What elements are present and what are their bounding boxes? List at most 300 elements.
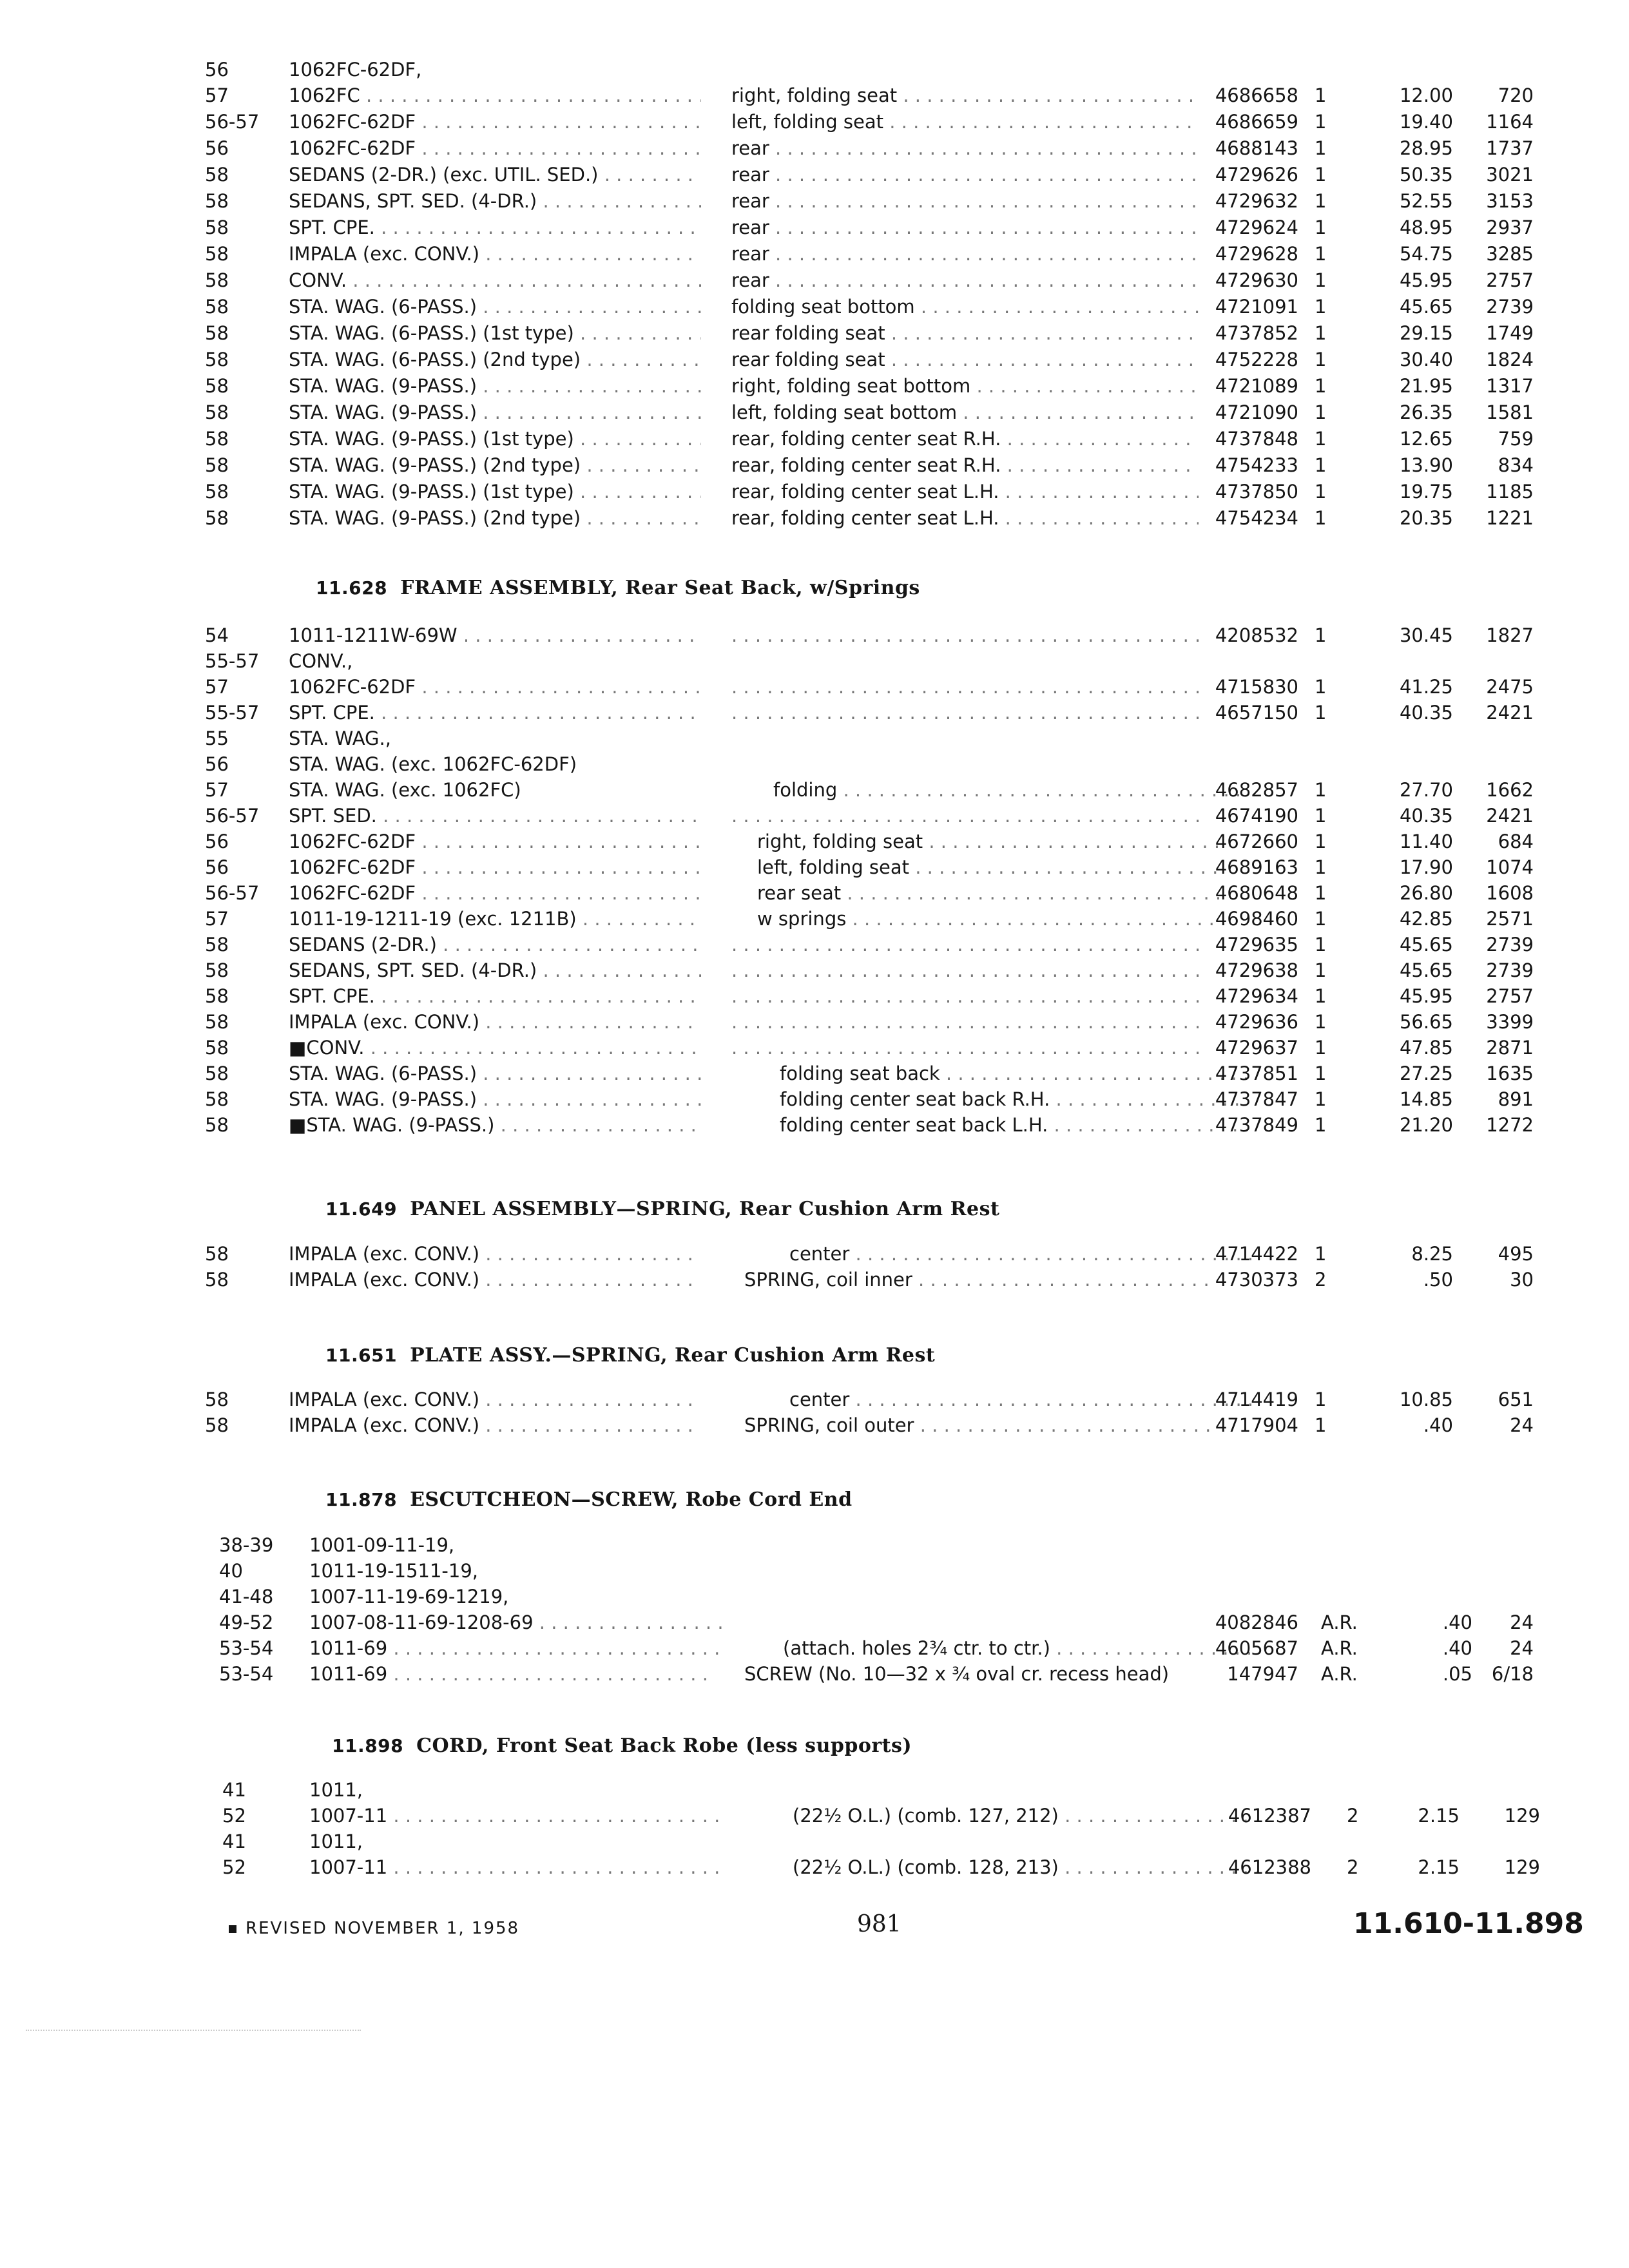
year-cell: 58 [205,507,229,529]
quantity-cell: 2 [1315,1269,1327,1291]
part-number-cell: 4605687 [1215,1637,1298,1659]
description-cell [731,674,1199,700]
code-cell: 1824 [1486,349,1534,370]
quantity-cell: 1 [1315,137,1327,159]
code-cell: 651 [1498,1389,1534,1410]
part-number-cell: 4612387 [1228,1805,1311,1827]
model-cell: STA. WAG. (9-PASS.) (2nd type) . . . [289,505,701,531]
section-number: 11.878 [325,1489,398,1510]
model-cell: 1062FC-62DF . . . [289,109,701,135]
table-row [0,854,1629,880]
code-cell: 1317 [1486,375,1534,397]
table-row [0,215,1629,240]
price-cell: 2.15 [1418,1856,1460,1878]
price-cell: 19.40 [1399,111,1453,133]
part-number-cell: 4737851 [1215,1062,1298,1084]
description-cell: (22½ O.L.) (comb. 128, 213) . . . [793,1854,1260,1880]
code-cell: 3153 [1486,190,1534,212]
quantity-cell: 1 [1315,805,1327,827]
description-cell: folding . . . [773,777,1240,803]
year-cell: 58 [205,1389,229,1410]
code-cell: 30 [1510,1269,1534,1291]
model-cell: 1062FC . . . [289,82,701,108]
part-number-cell: 4682857 [1215,779,1298,801]
year-cell: 56-57 [205,111,260,133]
description-cell [731,983,1199,1009]
description-cell: rear folding seat . . . [731,320,1199,346]
code-cell: 3021 [1486,164,1534,186]
year-cell: 58 [205,1414,229,1436]
part-number-cell: 4729624 [1215,216,1298,238]
part-number-cell: 4674190 [1215,805,1298,827]
part-number-cell: 4729638 [1215,959,1298,981]
year-cell: 58 [205,375,229,397]
model-cell: IMPALA (exc. CONV.) . . . [289,1412,701,1438]
code-cell: 720 [1498,84,1534,106]
description-cell: SCREW (No. 10—32 x ¾ oval cr. recess head) [744,1663,1170,1685]
price-cell: 10.85 [1399,1389,1453,1410]
model-cell: SPT. CPE. . . . [289,983,701,1009]
quantity-cell: A.R. [1321,1663,1358,1685]
year-cell: 38-39 [219,1534,274,1556]
quantity-cell: 1 [1315,349,1327,370]
revised-note [229,1919,519,1938]
part-number-cell: 4737850 [1215,481,1298,503]
quantity-cell: 1 [1315,779,1327,801]
price-cell: 21.20 [1399,1114,1453,1136]
table-row [0,1412,1629,1438]
part-number-cell: 4657150 [1215,702,1298,724]
description-cell [731,700,1199,726]
part-number-cell: 4729630 [1215,269,1298,291]
code-cell: 1608 [1486,882,1534,904]
table-row [0,648,1629,674]
year-cell: 56 [205,59,229,81]
model-cell: IMPALA (exc. CONV.) . . . [289,241,701,267]
price-cell: 12.00 [1399,84,1453,106]
model-cell: 1062FC-62DF . . . [289,829,701,854]
quantity-cell: 1 [1315,375,1327,397]
part-number-cell: 4688143 [1215,137,1298,159]
code-cell: 1635 [1486,1062,1534,1084]
table-row [0,1558,1629,1584]
quantity-cell: 1 [1315,676,1327,698]
part-number-cell: 4752228 [1215,349,1298,370]
model-cell: SEDANS, SPT. SED. (4-DR.) . . . [289,188,701,214]
section-heading [325,1344,935,1367]
quantity-cell: 2 [1347,1805,1359,1827]
price-cell: 19.75 [1399,481,1453,503]
price-cell: .50 [1423,1269,1453,1291]
table-row [0,803,1629,829]
code-cell: 2871 [1486,1037,1534,1059]
table-row [0,1267,1629,1293]
year-cell: 58 [205,934,229,956]
code-cell: 129 [1504,1805,1540,1827]
price-cell: 45.95 [1399,985,1453,1007]
table-row [0,1532,1629,1558]
table-row [0,294,1629,320]
year-cell: 58 [205,190,229,212]
part-number-cell: 4729636 [1215,1011,1298,1033]
code-cell: 2739 [1486,959,1534,981]
part-number-cell: 4686659 [1215,111,1298,133]
table-row [0,1009,1629,1035]
price-cell: 40.35 [1399,702,1453,724]
section-number: 11.651 [325,1345,398,1366]
part-number-cell: 4737852 [1215,322,1298,344]
year-cell: 58 [205,243,229,265]
quantity-cell: 1 [1315,428,1327,450]
year-cell: 58 [205,322,229,344]
model-cell: STA. WAG. (9-PASS.) (1st type) . . . [289,426,701,452]
table-row [0,267,1629,293]
description-cell: folding center seat back L.H. . . . [780,1112,1247,1138]
description-cell [731,622,1199,648]
table-row [0,880,1629,906]
description-cell: rear, folding center seat R.H. . . . [731,426,1199,452]
code-cell: 24 [1510,1637,1534,1659]
section-heading [316,577,920,599]
description-cell: rear seat . . . [757,880,1224,906]
model-cell: STA. WAG. (exc. 1062FC-62DF) [289,753,577,775]
table-row [0,1661,1629,1687]
model-cell: STA. WAG. (6-PASS.) (2nd type) . . . [289,347,701,372]
year-cell: 58 [205,1037,229,1059]
price-cell: 42.85 [1399,908,1453,930]
price-cell: 12.65 [1399,428,1453,450]
description-cell: SPRING, coil inner . . . [744,1267,1211,1293]
description-cell: rear, folding center seat L.H. . . . [731,479,1199,505]
model-cell: SPT. CPE. . . . [289,700,701,726]
code-cell: 1749 [1486,322,1534,344]
model-cell: IMPALA (exc. CONV.) . . . [289,1241,701,1267]
quantity-cell: 1 [1315,1414,1327,1436]
code-cell: 2739 [1486,296,1534,318]
description-cell [731,932,1199,957]
price-cell: 54.75 [1399,243,1453,265]
table-row [0,109,1629,135]
price-cell: 45.65 [1399,934,1453,956]
description-cell: folding seat bottom . . . [731,294,1199,320]
code-cell: 6/18 [1491,1663,1534,1685]
model-cell: 1011, [309,1831,363,1852]
description-cell: rear . . . [731,241,1199,267]
part-number-cell: 4737848 [1215,428,1298,450]
quantity-cell: 1 [1315,1037,1327,1059]
year-cell: 56 [205,753,229,775]
code-cell: 834 [1498,454,1534,476]
table-row [0,983,1629,1009]
model-cell: STA. WAG. (9-PASS.) (1st type) . . . [289,479,701,505]
price-cell: .40 [1442,1637,1472,1659]
year-cell: 56 [205,137,229,159]
description-cell: rear . . . [731,188,1199,214]
description-cell [731,1009,1199,1035]
code-cell: 495 [1498,1243,1534,1265]
table-row [0,829,1629,854]
part-number-cell: 4715830 [1215,676,1298,698]
table-row [0,1061,1629,1086]
model-cell: 1062FC-62DF . . . [289,135,701,161]
model-cell: 1011, [309,1779,363,1801]
table-row [0,188,1629,214]
section-range: 11.610-11.898 [1353,1907,1584,1940]
quantity-cell: 1 [1315,985,1327,1007]
price-cell: 45.65 [1399,959,1453,981]
price-cell: 30.40 [1399,349,1453,370]
table-row [0,1829,1629,1854]
table-row [0,751,1629,777]
code-cell: 1074 [1486,856,1534,878]
code-cell: 1185 [1486,481,1534,503]
model-cell: IMPALA (exc. CONV.) . . . [289,1387,701,1412]
quantity-cell: 1 [1315,401,1327,423]
price-cell: 11.40 [1399,831,1453,852]
table-row [0,622,1629,648]
model-cell: 1001-09-11-19, [309,1534,455,1556]
part-number-cell: 4082846 [1215,1611,1298,1633]
page-number: 981 [857,1911,901,1937]
code-cell: 129 [1504,1856,1540,1878]
price-cell: .05 [1442,1663,1472,1685]
table-row [0,906,1629,932]
table-row [0,726,1629,751]
code-cell: 3399 [1486,1011,1534,1033]
quantity-cell: 1 [1315,934,1327,956]
code-cell: 1581 [1486,401,1534,423]
year-cell: 58 [205,1088,229,1110]
code-cell: 891 [1498,1088,1534,1110]
table-row [0,162,1629,187]
quantity-cell: 1 [1315,322,1327,344]
quantity-cell: A.R. [1321,1637,1358,1659]
price-cell: 48.95 [1399,216,1453,238]
description-cell: rear folding seat . . . [731,347,1199,372]
model-cell: 1007-08-11-69-1208-69 . . . [309,1610,722,1635]
price-cell: 29.15 [1399,322,1453,344]
price-cell: 2.15 [1418,1805,1460,1827]
code-cell: 1164 [1486,111,1534,133]
description-cell: folding center seat back R.H. . . . [780,1086,1247,1112]
year-cell: 58 [205,1114,229,1136]
table-row [0,1387,1629,1412]
price-cell: 50.35 [1399,164,1453,186]
code-cell: 1221 [1486,507,1534,529]
year-cell: 58 [205,349,229,370]
part-number-cell: 4754234 [1215,507,1298,529]
year-cell: 57 [205,908,229,930]
section-title: CORD, Front Seat Back Robe (less supports) [416,1735,912,1757]
year-cell: 58 [205,269,229,291]
price-cell: 40.35 [1399,805,1453,827]
table-row [0,82,1629,108]
year-cell: 56-57 [205,805,260,827]
price-cell: 45.95 [1399,269,1453,291]
quantity-cell: 1 [1315,164,1327,186]
code-cell: 1272 [1486,1114,1534,1136]
quantity-cell: 1 [1315,111,1327,133]
model-cell: 1007-11-19-69-1219, [309,1586,509,1608]
section-title: PLATE ASSY.—SPRING, Rear Cushion Arm Rest [410,1344,936,1367]
quantity-cell: 1 [1315,243,1327,265]
table-row [0,957,1629,983]
year-cell: 58 [205,216,229,238]
quantity-cell: A.R. [1321,1611,1358,1633]
part-number-cell: 4730373 [1215,1269,1298,1291]
price-cell: 30.45 [1399,624,1453,646]
model-cell: SEDANS (2-DR.) . . . [289,932,701,957]
description-cell: folding seat back . . . [780,1061,1247,1086]
code-cell: 2739 [1486,934,1534,956]
model-cell: STA. WAG. (9-PASS.) (2nd type) . . . [289,452,701,478]
description-cell: rear . . . [731,215,1199,240]
price-cell: 27.25 [1399,1062,1453,1084]
quantity-cell: 1 [1315,1243,1327,1265]
part-number-cell: 4698460 [1215,908,1298,930]
model-cell: 1011-19-1211-19 (exc. 1211B) . . . [289,906,701,932]
quantity-cell: 1 [1315,84,1327,106]
year-cell: 53-54 [219,1663,274,1685]
model-cell: 1011-69 . . . [309,1661,709,1687]
year-cell: 58 [205,985,229,1007]
description-cell: w springs . . . [757,906,1224,932]
price-cell: 41.25 [1399,676,1453,698]
section-number: 11.649 [325,1198,398,1220]
quantity-cell: 1 [1315,908,1327,930]
section-number: 11.628 [316,577,388,599]
price-cell: 28.95 [1399,137,1453,159]
model-cell: STA. WAG. (6-PASS.) (1st type) . . . [289,320,701,346]
quantity-cell: 1 [1315,624,1327,646]
year-cell: 56-57 [205,882,260,904]
description-cell: rear . . . [731,162,1199,187]
table-row [0,1241,1629,1267]
model-cell: STA. WAG. (9-PASS.) . . . [289,373,701,399]
description-cell: (attach. holes 2¾ ctr. to ctr.) . . . [783,1635,1250,1661]
section-number: 11.898 [332,1735,404,1756]
description-cell: right, folding seat . . . [731,82,1199,108]
year-cell: 41 [222,1779,246,1801]
model-cell: ■CONV. . . . [289,1035,701,1061]
year-cell: 58 [205,1269,229,1291]
part-number-cell: 4729632 [1215,190,1298,212]
model-cell: 1062FC-62DF . . . [289,880,701,906]
model-cell: IMPALA (exc. CONV.) . . . [289,1009,701,1035]
table-row [0,426,1629,452]
table-row [0,1635,1629,1661]
table-row [0,505,1629,531]
price-cell: 8.25 [1411,1243,1453,1265]
year-cell: 58 [205,401,229,423]
description-cell: left, folding seat bottom . . . [731,399,1199,425]
price-cell: 26.80 [1399,882,1453,904]
code-cell: 759 [1498,428,1534,450]
model-cell: STA. WAG. (6-PASS.) . . . [289,294,701,320]
part-number-cell: 4729634 [1215,985,1298,1007]
year-cell: 57 [205,84,229,106]
price-cell: 20.35 [1399,507,1453,529]
year-cell: 57 [205,779,229,801]
year-cell: 58 [205,428,229,450]
code-cell: 24 [1510,1611,1534,1633]
quantity-cell: 1 [1315,216,1327,238]
part-number-cell: 147947 [1227,1663,1298,1685]
price-cell: .40 [1423,1414,1453,1436]
code-cell: 2475 [1486,676,1534,698]
year-cell: 55 [205,727,229,749]
quantity-cell: 1 [1315,481,1327,503]
table-row [0,479,1629,505]
revised-date: REVISED NOVEMBER 1, 1958 [246,1919,520,1938]
section-title: FRAME ASSEMBLY, Rear Seat Back, w/Springs [400,577,920,599]
quantity-cell: 1 [1315,702,1327,724]
quantity-cell: 1 [1315,269,1327,291]
model-cell: 1007-11 . . . [309,1854,722,1880]
year-cell: 56 [205,856,229,878]
table-row [0,135,1629,161]
model-cell: ■STA. WAG. (9-PASS.) . . . [289,1112,701,1138]
price-cell: 47.85 [1399,1037,1453,1059]
table-row [0,700,1629,726]
quantity-cell: 1 [1315,882,1327,904]
year-cell: 41-48 [219,1586,274,1608]
part-number-cell: 4714422 [1215,1243,1298,1265]
model-cell: 1011-19-1511-19, [309,1560,479,1582]
description-cell: center . . . [789,1241,1257,1267]
year-cell: 52 [222,1856,246,1878]
price-cell: 56.65 [1399,1011,1453,1033]
table-row [0,1803,1629,1829]
table-row [0,399,1629,425]
quantity-cell: 1 [1315,1389,1327,1410]
model-cell: STA. WAG., [289,727,391,749]
price-cell: 27.70 [1399,779,1453,801]
code-cell: 3285 [1486,243,1534,265]
section-title: PANEL ASSEMBLY—SPRING, Rear Cushion Arm Rest [410,1198,1000,1220]
description-cell: right, folding seat . . . [757,829,1224,854]
model-cell: STA. WAG. (exc. 1062FC) [289,779,521,801]
code-cell: 2757 [1486,269,1534,291]
year-cell: 53-54 [219,1637,274,1659]
quantity-cell: 1 [1315,190,1327,212]
part-number-cell: 4714419 [1215,1389,1298,1410]
year-cell: 58 [205,296,229,318]
table-row [0,1112,1629,1138]
code-cell: 2937 [1486,216,1534,238]
code-cell: 2757 [1486,985,1534,1007]
table-row [0,777,1629,803]
year-cell: 40 [219,1560,243,1582]
description-cell: left, folding seat . . . [757,854,1224,880]
year-cell: 41 [222,1831,246,1852]
part-number-cell: 4737849 [1215,1114,1298,1136]
model-cell: 1062FC-62DF . . . [289,854,701,880]
table-row [0,1854,1629,1880]
table-row [0,932,1629,957]
table-row [0,674,1629,700]
year-cell: 58 [205,1243,229,1265]
price-cell: 14.85 [1399,1088,1453,1110]
description-cell: rear . . . [731,267,1199,293]
quantity-cell: 1 [1315,959,1327,981]
code-cell: 24 [1510,1414,1534,1436]
part-number-cell: 4754233 [1215,454,1298,476]
part-number-cell: 4729628 [1215,243,1298,265]
model-cell: CONV. . . . [289,267,701,293]
code-cell: 2571 [1486,908,1534,930]
table-row [0,57,1629,82]
